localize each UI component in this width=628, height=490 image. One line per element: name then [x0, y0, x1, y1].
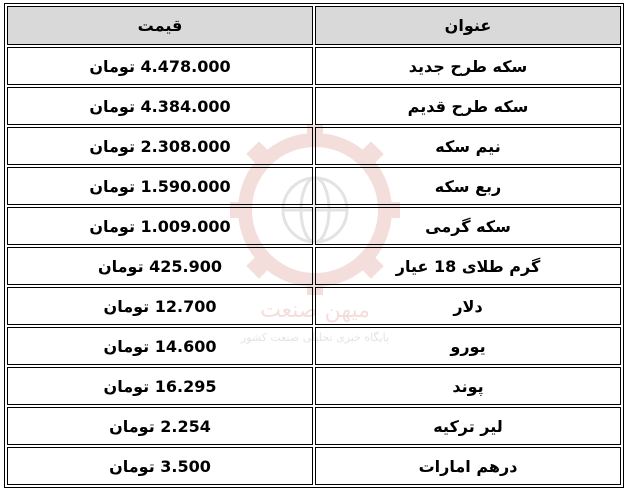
row-price-value: 1.009.000 تومان: [89, 216, 231, 236]
row-price: [7, 367, 313, 405]
row-title: ربع سکه: [315, 167, 621, 205]
table-row: [7, 127, 621, 165]
row-title: یورو: [315, 327, 621, 365]
row-price-value: 2.308.000 تومان: [89, 136, 231, 156]
watermark-brand: میهن صنعت: [260, 298, 370, 323]
row-price-value: 425.900 تومان: [97, 256, 223, 276]
row-price-value: 2.254 تومان: [109, 416, 211, 436]
row-title: سکه طرح قدیم: [315, 87, 621, 125]
row-price: [7, 447, 313, 485]
header-price: قیمت: [7, 6, 313, 45]
table-row: [7, 207, 621, 245]
table-row: [7, 47, 621, 85]
table-row: [7, 87, 621, 125]
table-header-row: [7, 6, 621, 45]
row-price: [7, 287, 313, 325]
row-price-value: 4.384.000 تومان: [89, 96, 231, 116]
row-title: لیر ترکیه: [315, 407, 621, 445]
table-row: [7, 327, 621, 365]
watermark-tagline: پایگاه خبری تحلیلی صنعت کشور: [240, 331, 390, 344]
row-price: [7, 47, 313, 85]
row-price-value: 1.590.000 تومان: [89, 176, 231, 196]
row-price-value: 16.295 تومان: [103, 376, 217, 396]
row-price: [7, 167, 313, 205]
table-row: [7, 247, 621, 285]
row-title: نیم سکه: [315, 127, 621, 165]
row-price: [7, 87, 313, 125]
row-price-value: 3.500 تومان: [109, 456, 211, 476]
row-price-value: 4.478.000 تومان: [89, 56, 231, 76]
price-table: [4, 3, 624, 488]
row-title: سکه طرح جدید: [315, 47, 621, 85]
row-price: [7, 407, 313, 445]
row-title: دلار: [315, 287, 621, 325]
table-row: [7, 407, 621, 445]
header-title: عنوان: [315, 6, 621, 45]
row-title: گرم طلای 18 عیار: [315, 247, 621, 285]
row-price-value: 12.700 تومان: [103, 296, 217, 316]
row-price-value: 14.600 تومان: [103, 336, 217, 356]
table-row: [7, 287, 621, 325]
row-price: [7, 247, 313, 285]
row-title: درهم امارات: [315, 447, 621, 485]
row-price: [7, 207, 313, 245]
row-title: پوند: [315, 367, 621, 405]
row-price: [7, 327, 313, 365]
row-price: [7, 127, 313, 165]
table-row: [7, 447, 621, 485]
table-row: [7, 367, 621, 405]
table-row: [7, 167, 621, 205]
row-title: سکه گرمی: [315, 207, 621, 245]
